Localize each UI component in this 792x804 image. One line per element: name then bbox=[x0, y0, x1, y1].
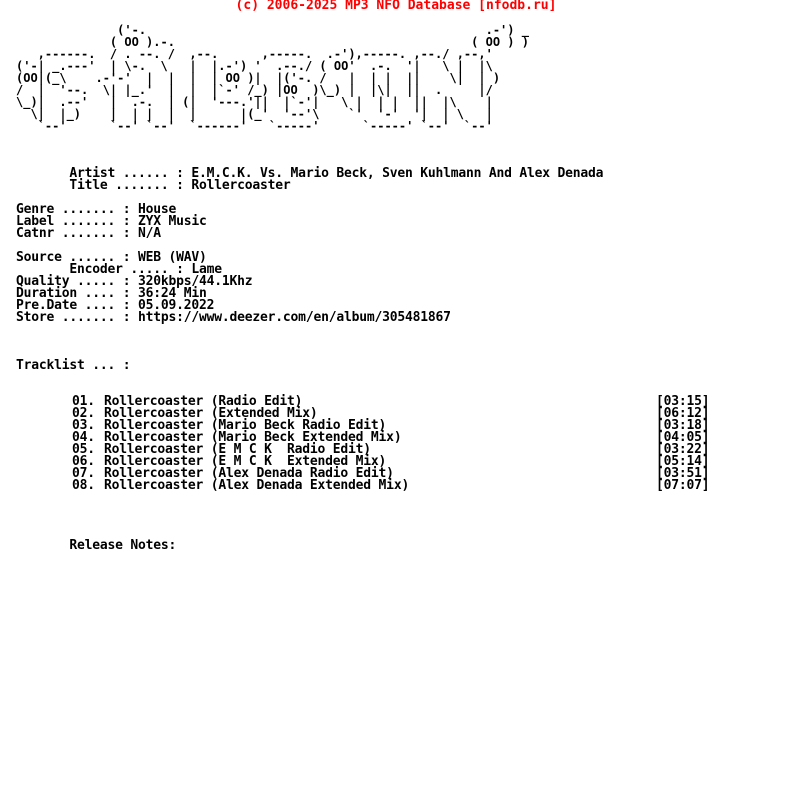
track-title: Rollercoaster (E M C K Extended Mix) bbox=[104, 454, 387, 469]
track-time: [03:15] bbox=[656, 394, 710, 409]
release-notes-heading: Release Notes: bbox=[16, 538, 177, 553]
tracklist-heading: Tracklist ... : bbox=[16, 358, 131, 373]
track-time: [06:12] bbox=[656, 406, 710, 421]
source-line: Source ...... : WEB (WAV) bbox=[16, 250, 207, 265]
track-title: Rollercoaster (Mario Beck Extended Mix) bbox=[104, 430, 402, 445]
ascii-logo-art: ('-. .-') _ ( OO ).-. ( OO ) ) ,------. / . --. / ,--. ,-----. .-'),-----. ,--./ ,--,' ('-| _.---' | \-. \ | |.-') ' .--./ ( OO' .-. '| \ | |\ (OO|(_\ .-'-' | | | | OO )| |('-. / | | | || \| | ) / | '--. \| |_.' | | |`-' /_) |OO )\_) | |\| || . |/ \_)| .--' | .-. | (| '---.'|| |`-'| \ | | | || |\ | \| |_) | | | | | |(_' '--'\ `' '-' '| | \ | `--' `--' `--' `------' `-----' `-----' `--' `--' bbox=[16, 23, 529, 133]
track-number: 02. bbox=[72, 406, 95, 421]
track-time: [04:05] bbox=[656, 430, 710, 445]
genre-line: Genre ....... : House bbox=[16, 202, 177, 217]
encoder-line: Encoder ..... : Lame bbox=[16, 262, 222, 277]
track-number: 06. bbox=[72, 454, 95, 469]
track-title: Rollercoaster (Mario Beck Radio Edit) bbox=[104, 418, 387, 433]
track-number: 05. bbox=[72, 442, 95, 457]
track-title: Rollercoaster (Extended Mix) bbox=[104, 406, 318, 421]
track-time: [07:07] bbox=[656, 478, 710, 493]
track-time: [03:18] bbox=[656, 418, 710, 433]
store-line: Store ....... : https://www.deezer.com/en/album/305481867 bbox=[16, 310, 451, 325]
track-time: [03:51] bbox=[656, 466, 710, 481]
track-title: Rollercoaster (Alex Denada Extended Mix) bbox=[104, 478, 410, 493]
track-number: 08. bbox=[72, 478, 95, 493]
duration-line: Duration .... : 36:24 Min bbox=[16, 286, 207, 301]
quality-line: Quality ..... : 320kbps/44.1Khz bbox=[16, 274, 253, 289]
track-number: 03. bbox=[72, 418, 95, 433]
track-title: Rollercoaster (Alex Denada Radio Edit) bbox=[104, 466, 394, 481]
label-line: Label ....... : ZYX Music bbox=[16, 214, 207, 229]
track-title: Rollercoaster (E M C K Radio Edit) bbox=[104, 442, 371, 457]
track-title: Rollercoaster (Radio Edit) bbox=[104, 394, 303, 409]
track-time: [03:22] bbox=[656, 442, 710, 457]
site-copyright-header: (c) 2006-2025 MP3 NFO Database [nfodb.ru] bbox=[235, 0, 557, 13]
track-number: 01. bbox=[72, 394, 95, 409]
predate-line: Pre.Date .... : 05.09.2022 bbox=[16, 298, 215, 313]
artist-line: Artist ...... : E.M.C.K. Vs. Mario Beck, Sven Kuhlmann And Alex Denada bbox=[16, 166, 604, 181]
catnr-line: Catnr ....... : N/A bbox=[16, 226, 161, 241]
track-number: 07. bbox=[72, 466, 95, 481]
track-number: 04. bbox=[72, 430, 95, 445]
track-time: [05:14] bbox=[656, 454, 710, 469]
title-line: Title ....... : Rollercoaster bbox=[16, 178, 291, 193]
